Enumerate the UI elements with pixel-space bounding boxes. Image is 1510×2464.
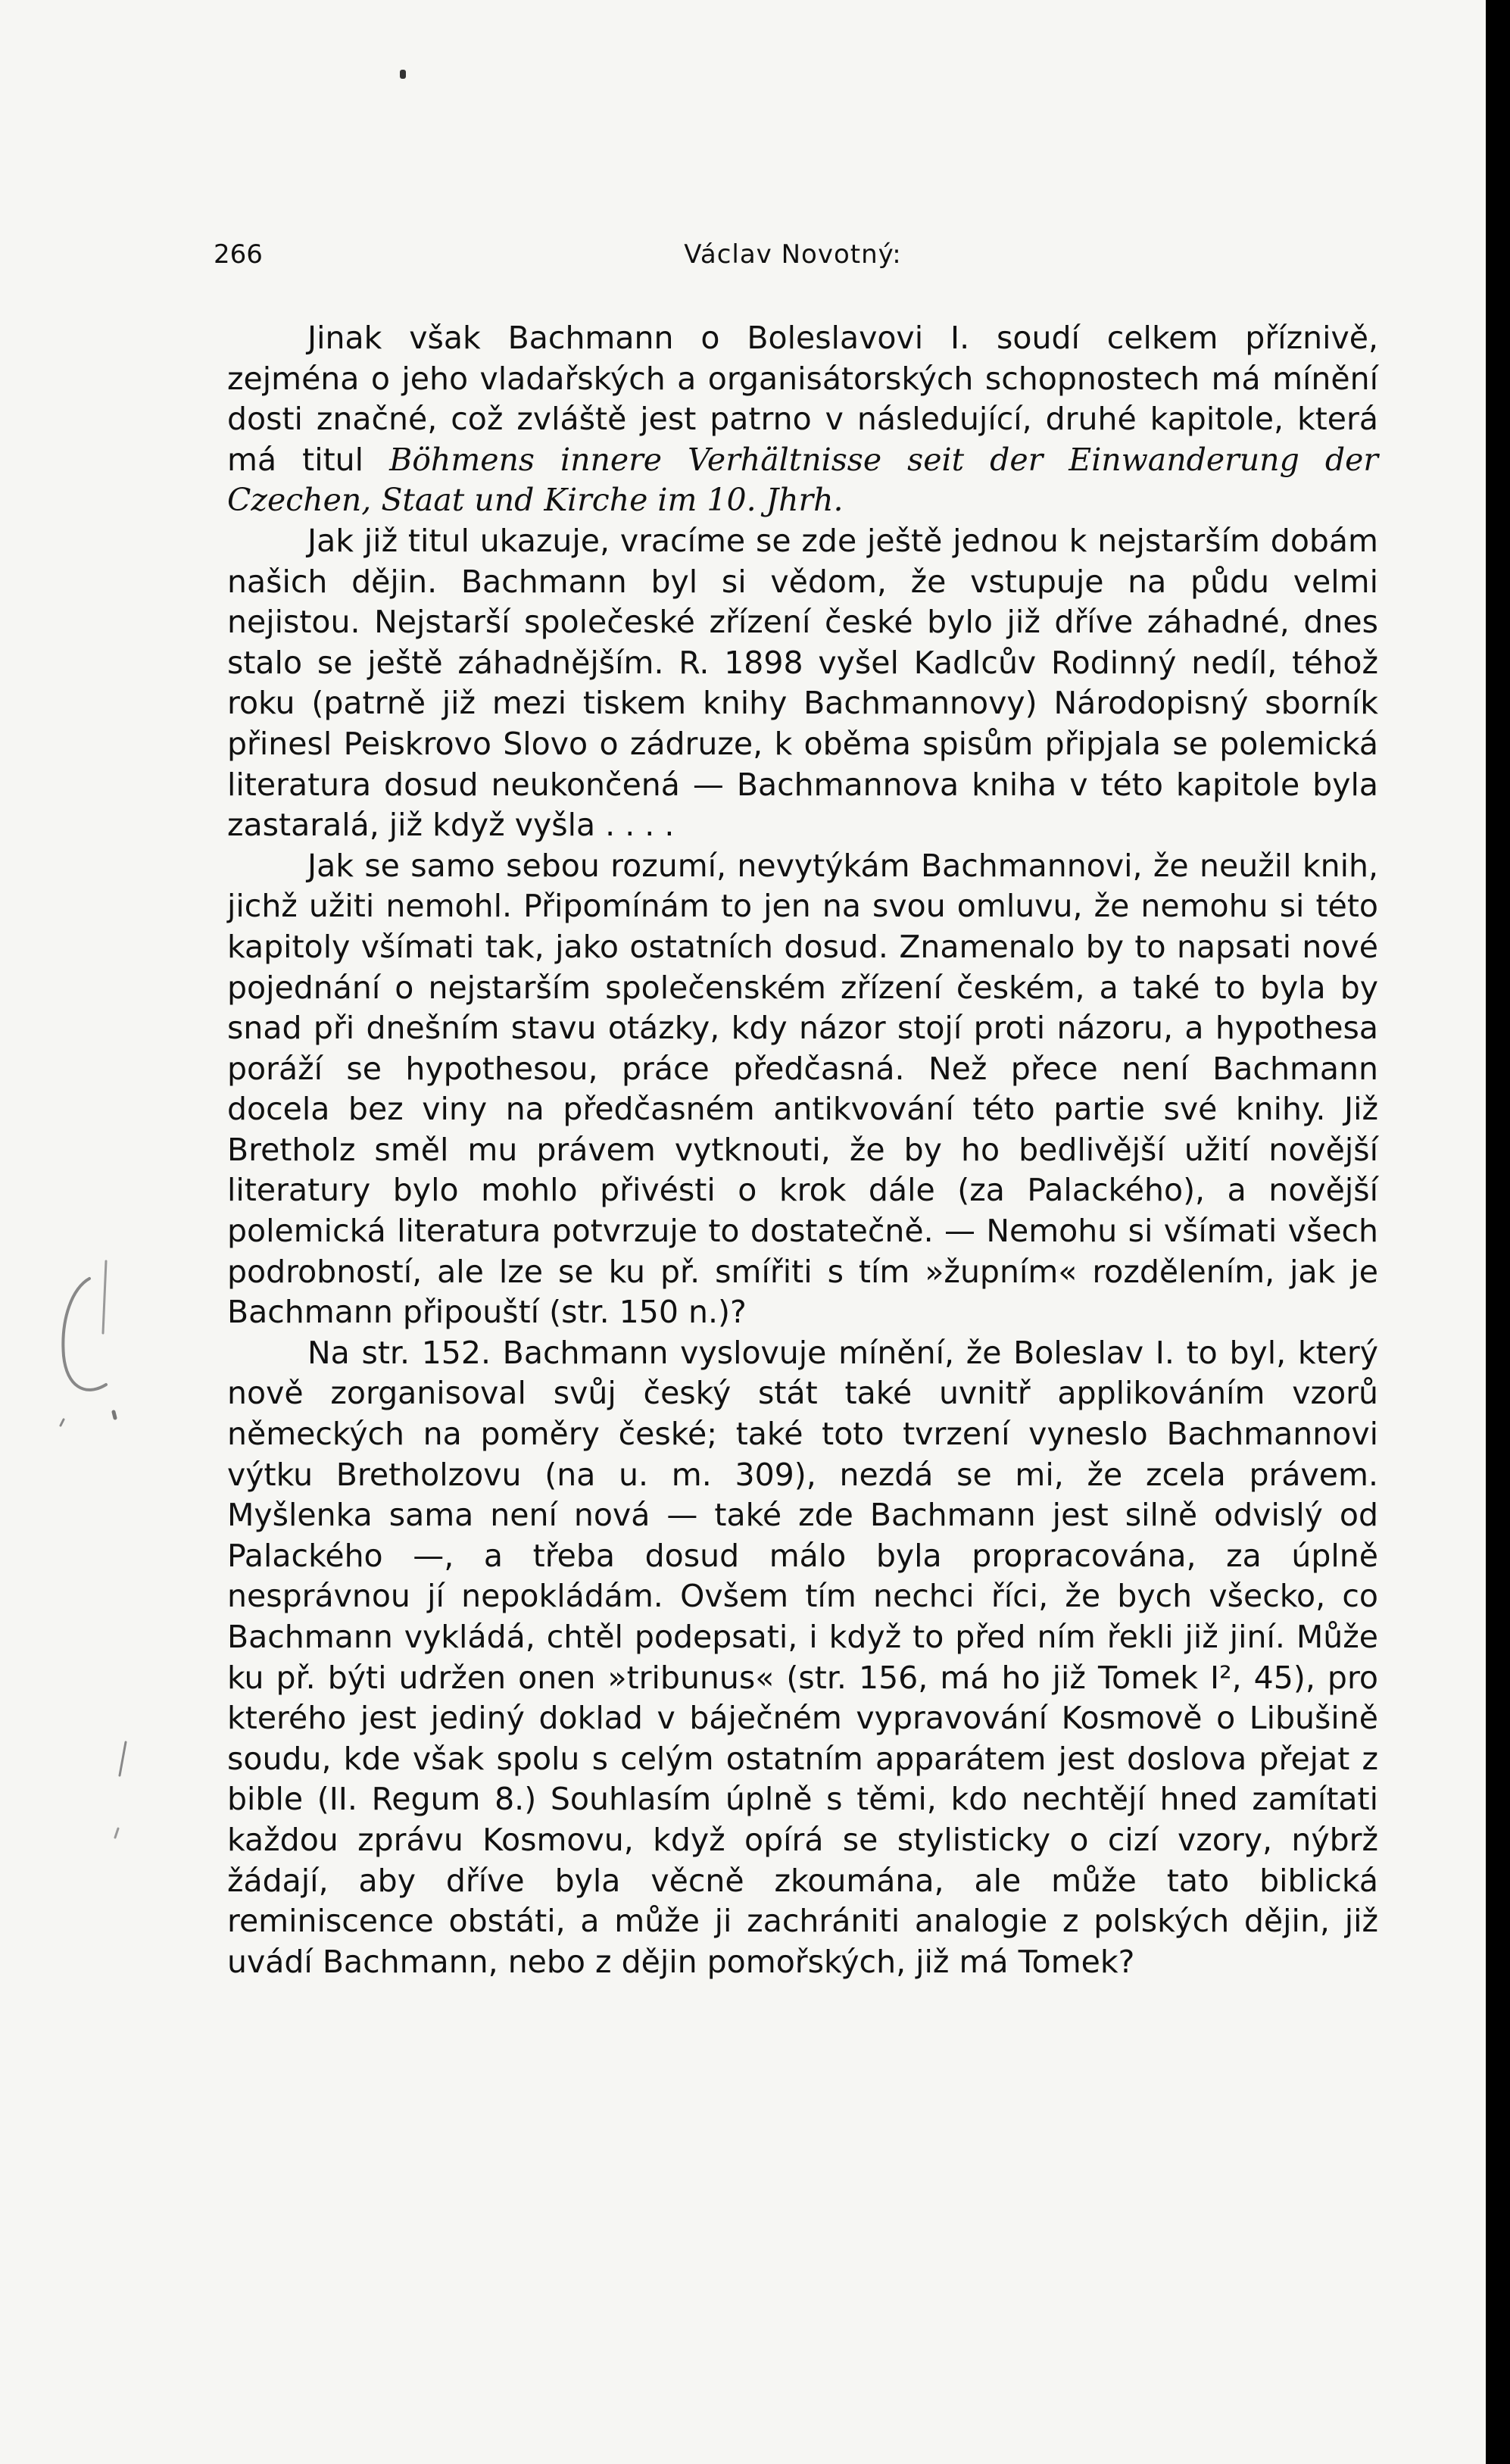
running-title: Václav Novotný: [684,239,902,270]
margin-mark-line [120,1742,126,1775]
margin-mark-large [63,1279,106,1390]
paragraph-1-text: Jinak však Bachmann o Boleslavovi I. soudí celkem příznivě, zejména o jeho vladařských a organisátorských schopnostech má mínění dosti značné, což zvláště jest patrno v následující, druhé kapitole, která má titul [227,320,1378,478]
page-number: 266 [214,239,263,270]
paragraph-3-text: Jak se samo sebou rozumí, nevytýkám Bachmannovi, že neužil knih, jichž užiti nemohl. Připomínám to jen na svou omluvu, že nemohu si této kapitoly všímati tak, jako ostatních dosud. Znamenalo by to napsati nové pojednání o nejstarším společenském zřízení českém, a také to byla by snad při dnešním stavu otázky, kdy názor stojí proti názoru, a hypothesa poráží se hypothesou, práce předčasná. Než přece není Bachmann docela bez viny na předčasném antikvování této partie své knihy. Již Bretholz směl mu právem vytknouti, že by ho bedlivější užití novější literatury bylo mohlo přivésti o krok dále (za Palackého), a novější polemická literatura potvrzuje to dostatečně. — Nemohu si všímati všech podrobností, ale lze se ku př. smířiti s tím »župním« rozdělením, jak je Bachmann připouští (str. 150 n.)? [227,847,1378,1331]
margin-mark-tick [103,1261,106,1333]
margin-mark-dot [114,1412,115,1418]
paragraph-4-text: Na str. 152. Bachmann vyslovuje mínění, že Boleslav I. to byl, který nově zorganisoval svůj český stát také uvnitř applikováním vzorů německých na poměry české; také toto tvrzení vyneslo Bachmannovi výtku Bretholzovu (na u. m. 309), nezdá se mi, že zcela právem. Myšlenka sama není nová — také zde Bachmann jest silně odvislý od Palackého —, a třeba dosud málo byla propracována, za úplně nesprávnou jí nepokládám. Ovšem tím nechci říci, že bych všecko, co Bachmann vykládá, chtěl podepsati, i když to před ním řekli již jiní. Může ku př. býti udržen onen »tribunus« (str. 156, má ho již Tomek I², 45), pro kterého jest jediný doklad v báječném vypravování Kosmově o Libušině soudu, kde však spolu s celým ostatním apparátem jest doslova přejat z bible (II. Regum 8.) Souhlasím úplně s těmi, kdo nechtějí hned zamítati každou zprávu Kosmovu, když opírá se stylisticky o cizí vzory, nýbrž žádají, aby dříve byla věcně zkoumána, ale může tato biblická reminiscence obstáti, a může ji zachrániti analogie z polských dějin, již uvádí Bachmann, nebo z dějin pomořských, již má Tomek? [227,1334,1378,1980]
book-title-citation: Böhmens innere Verhältnisse seit der Einwanderung der Czechen, Staat und Kirche im 10. Jhrh. [227,441,1378,519]
margin-mark-small [115,1828,118,1838]
margin-mark-comma [61,1419,64,1426]
paragraph-2-text: Jak již titul ukazuje, vracíme se zde ještě jednou k nejstarším dobám našich dějin. Bachmann byl si vědom, že vstupuje na půdu velmi nejistou. Nejstarší společeské zřízení české bylo již dříve záhadné, dnes stalo se ještě záhadnějším. R. 1898 vyšel Kadlcův Rodinný nedíl, téhož roku (patrně již mezi tiskem knihy Bachmannovy) Národopisný sborník přinesl Peiskrovo Slovo o zádruze, k oběma spisům připjala se polemická literatura dosud neukončená — Bachmannova kniha v této kapitole byla zastaralá, již když vyšla . . . . [227,522,1378,844]
scan-edge [1486,0,1510,2464]
